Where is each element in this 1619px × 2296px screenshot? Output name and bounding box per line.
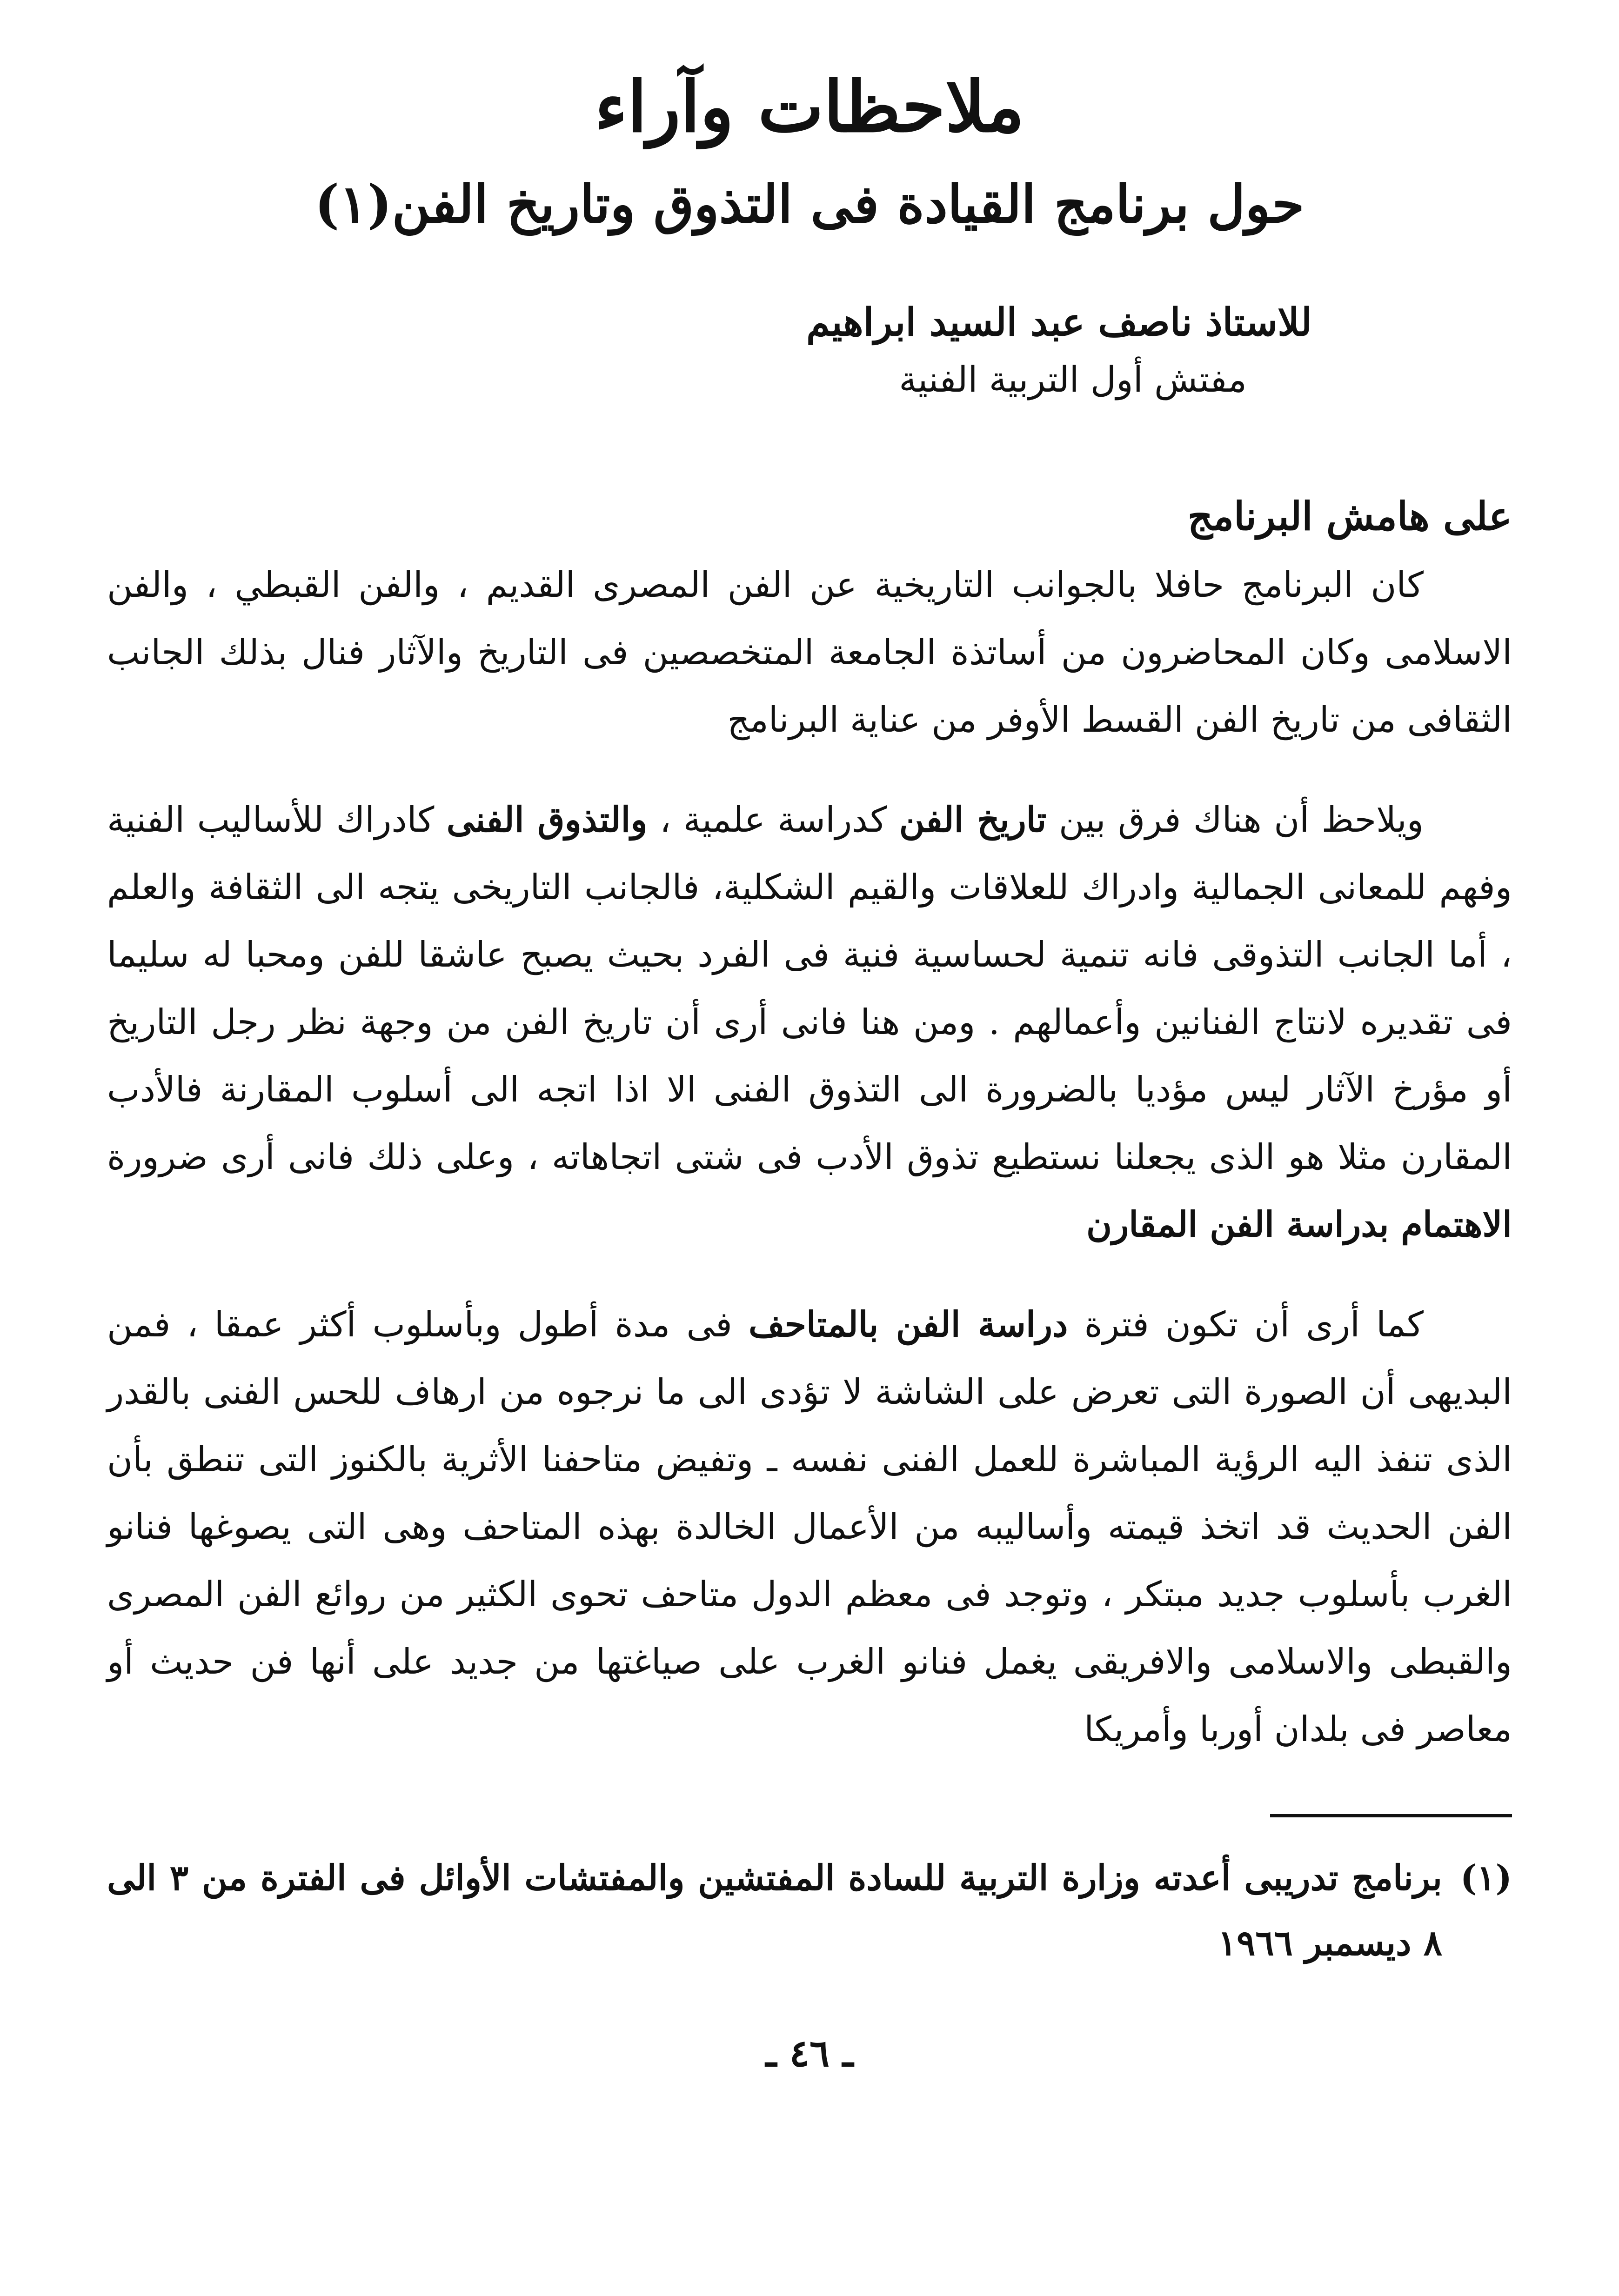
document-page bbox=[107, 56, 1512, 2242]
footnote-text: برنامج تدريبى أعدته وزارة التربية للسادة المفتشين والمفتشات الأوائل فى الفترة من ٣ الى ٨ ديسمبر ١٩٦٦ bbox=[107, 1857, 1442, 1963]
author-block bbox=[107, 298, 1512, 402]
section-heading: على هامش البرنامج bbox=[1187, 493, 1512, 540]
paragraph-3-text-a: كما أرى أن تكون فترة bbox=[1084, 1303, 1424, 1345]
footnote bbox=[107, 1845, 1512, 1976]
emphasis-comparative-art: الاهتمام بدراسة الفن المقارن bbox=[1086, 1203, 1512, 1245]
emphasis-art-appreciation: والتذوق الفنى bbox=[446, 799, 648, 840]
page-number: ـ ٤٦ ـ bbox=[765, 2031, 854, 2075]
author-name: للاستاذ ناصف عبد السيد ابراهيم bbox=[806, 300, 1312, 345]
article-subtitle: حول برنامج القيادة فى التذوق وتاريخ الفن(١) bbox=[314, 174, 1305, 235]
emphasis-art-history: تاريخ الفن bbox=[899, 799, 1047, 840]
author-role: مفتش أول التربية الفنية bbox=[899, 358, 1247, 400]
paragraph-1: كان البرنامج حافلا بالجوانب التاريخية عن الفن المصرى القديم ، والفن القبطي ، والفن الاسلامى وكان المحاضرون من أساتذة الجامعة المتخصصين فى التاريخ والآثار فنال بذلك الجانب الثقافى من تاريخ الفن القسط الأوفر من عناية البرنامج bbox=[107, 564, 1512, 740]
paragraph-2-text-a: ويلاحظ أن هناك فرق بين bbox=[1058, 799, 1424, 840]
paragraph-2-text-c: كدراسة علمية ، bbox=[660, 799, 887, 840]
emphasis-museum-study: دراسة الفن بالمتاحف bbox=[748, 1303, 1068, 1345]
paragraph-3-text-c: فى مدة أطول وبأسلوب أكثر عمقا ، فمن البديهى أن الصورة التى تعرض على الشاشة لا تؤدى الى ما نرجوه من ارهاف للحس الفنى بالقدر الذى تنفذ اليه الرؤية المباشرة للعمل الفنى نفسه ـ وتفيض متاحفنا الأثرية بالكنوز التى تنطق بأن الفن الحديث قد اتخذ قيمته وأساليبه من الأعمال الخالدة بهذه المتاحف وهى التى يصوغها فنانو الغرب بأسلوب جديد مبتكر ، وتوجد فى معظم الدول متاحف تحوى الكثير من روائع الفن المصرى والقبطى والاسلامى والافريقى يغمل فنانو الغرب على صياغتها من جديد على أنها فن حديث أو معاصر فى بلدان أوربا وأمريكا bbox=[107, 1303, 1512, 1749]
paragraph-2 bbox=[107, 786, 1512, 1258]
article-title: ملاحظات وآراء bbox=[595, 66, 1024, 148]
footnote-marker: (١) bbox=[1460, 1857, 1512, 1898]
footnote-divider bbox=[1270, 1814, 1512, 1817]
paragraph-3 bbox=[107, 1291, 1512, 1763]
paragraph-2-text-e: كادراك للأساليب الفنية وفهم للمعانى الجمالية وادراك للعلاقات والقيم الشكلية، فالجانب التاريخى يتجه الى الثقافة والعلم ، أما الجانب التذوقى فانه تنمية لحساسية فنية فى الفرد بحيث يصبح عاشقا للفن ومحبا له سليما فى تقديره لانتاج الفنانين وأعمالهم . ومن هنا فانى أرى أن تاريخ الفن من وجهة نظر رجل التاريخ أو مؤرخ الآثار ليس مؤديا بالضرورة الى التذوق الفنى الا اذا اتجه الى أسلوب المقارنة فالأدب المقارن مثلا هو الذى يجعلنا نستطيع تذوق الأدب فى شتى اتجاهاته ، وعلى ذلك فانى أرى ضرورة bbox=[107, 799, 1512, 1177]
